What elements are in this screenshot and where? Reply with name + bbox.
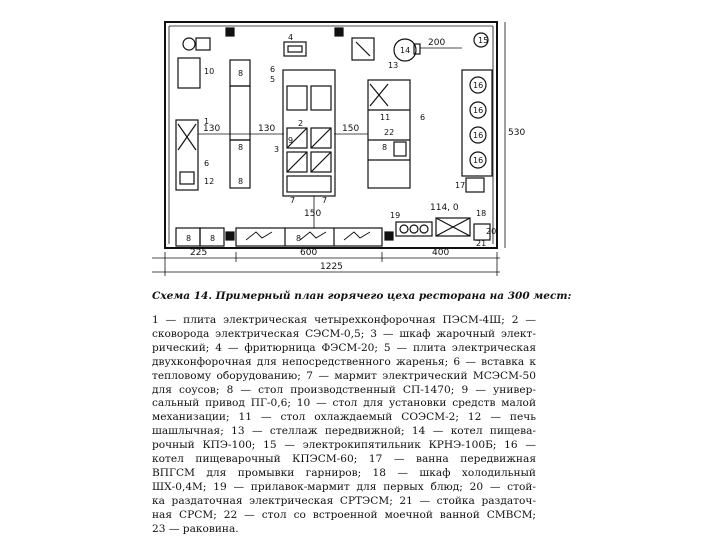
label-9: 9 — [288, 136, 294, 145]
marmite-19 — [396, 222, 432, 236]
label-8-e: 8 — [186, 234, 192, 243]
legend-line: для соусов; 8 — стол производственный СП-1470; 9 — универ- — [152, 383, 536, 396]
legend-line: двухконфорочная для непосредственного жаренья; 6 — вставка к — [152, 355, 536, 368]
label-6-b: 6 — [420, 113, 426, 122]
label-16-a: 16 — [473, 81, 484, 90]
dim-1225: 1225 — [320, 262, 343, 272]
legend-line: ная СРСМ; 22 — стол со встроенной моечной ванной СМВСМ; — [152, 508, 536, 521]
label-2: 2 — [298, 119, 304, 128]
legend-line: рочный КПЭ-100; 15 — электрокипятильник КРНЭ-100Б; 16 — — [152, 439, 536, 452]
table-10 — [178, 58, 200, 88]
label-16-d: 16 — [473, 156, 484, 165]
hatch — [287, 152, 307, 172]
label-4: 4 — [288, 33, 294, 42]
plate-5-a — [287, 86, 307, 110]
plate-5-b — [311, 86, 331, 110]
marmite-7 — [287, 176, 331, 192]
legend-line: ка раздаточная электрическая СРТЭСМ; 21 — стойка раздаточ- — [152, 494, 536, 507]
label-14: 14 — [400, 46, 411, 55]
legend-line: механизации; 11 — стол охлаждаемый СОЭСМ-2; 12 — печь — [152, 411, 536, 424]
table-8-left-mid — [230, 86, 250, 140]
legend-line: котел пищеварочный КПЭСМ-60; 17 — ванна передвижная — [152, 453, 536, 466]
label-3: 3 — [274, 145, 280, 154]
label-12: 12 — [204, 177, 215, 186]
grill-12-box — [180, 172, 194, 184]
legend-line: рический; 4 — фритюрница ФЭСМ-20; 5 — плита электрическая — [152, 341, 536, 354]
label-8-b: 8 — [238, 143, 244, 152]
central-island — [283, 70, 335, 196]
label-8-f: 8 — [210, 234, 216, 243]
hatch — [311, 152, 331, 172]
counter-20-21 — [236, 228, 382, 246]
legend-line: 1 — плита электрическая четырехконфорочная ПЭСМ-4Ш; 2 — — [152, 314, 536, 326]
label-13: 13 — [388, 61, 399, 70]
marmite-19-pot — [410, 225, 418, 233]
fryer-4 — [284, 42, 306, 56]
counter-zigzag — [246, 232, 272, 240]
legend-line: ВПГСМ для промывки гарниров; 18 — шкаф холодильный — [152, 466, 536, 479]
dim-150-a: 150 — [342, 124, 360, 134]
dim-200: 200 — [428, 38, 446, 48]
column — [385, 232, 393, 240]
legend-text — [152, 314, 536, 537]
dim-150-b: 150 — [304, 209, 322, 219]
column — [335, 28, 343, 36]
counter-zigzag — [344, 232, 370, 240]
label-21: 21 — [476, 239, 487, 248]
label-16-c: 16 — [473, 131, 484, 140]
dim-400: 400 — [432, 248, 450, 258]
label-1: 1 — [204, 117, 210, 126]
label-18: 18 — [476, 209, 487, 218]
marmite-19-pot — [400, 225, 408, 233]
legend-line: сковорода электрическая СЭСМ-0,5; 3 — шкаф жарочный элект- — [152, 327, 536, 340]
counter-zigzag — [300, 232, 326, 240]
label-7-a: 7 — [290, 196, 296, 205]
label-8-g: 8 — [296, 234, 302, 243]
label-11: 11 — [380, 113, 391, 122]
label-8-c: 8 — [238, 177, 244, 186]
dim-530: 530 — [508, 128, 526, 138]
dim-225: 225 — [190, 248, 208, 258]
rack-13-diag — [356, 42, 370, 56]
grill-11-12 — [176, 120, 198, 190]
sink-round — [183, 38, 195, 50]
label-10: 10 — [204, 67, 215, 76]
legend-line: 23 — раковина. — [152, 522, 239, 535]
column — [226, 232, 234, 240]
sink-22 — [394, 142, 406, 156]
label-22: 22 — [384, 128, 395, 137]
dim-114: 114, 0 — [430, 203, 459, 213]
figure-caption: Схема 14. Примерный план горячего цеха ресторана на 300 мест: — [152, 290, 572, 302]
label-20: 20 — [486, 227, 497, 236]
dim-600: 600 — [300, 248, 318, 258]
legend-line: ШХ-0,4М; 19 — прилавок-мармит для первых блюд; 20 — стой- — [152, 480, 536, 493]
label-19: 19 — [390, 211, 401, 220]
label-15: 15 — [478, 36, 489, 45]
label-16-b: 16 — [473, 106, 484, 115]
dim-130-b: 130 — [258, 124, 276, 134]
legend-line: тепловому оборудованию; 7 — мармит электрический МСЭСМ-50 — [152, 369, 536, 382]
label-8-a: 8 — [238, 69, 244, 78]
label-7-b: 7 — [322, 196, 328, 205]
marmite-19-pot — [420, 225, 428, 233]
tub-17 — [466, 178, 484, 192]
label-6-a: 6 — [270, 65, 276, 74]
label-5: 5 — [270, 75, 276, 84]
hatch — [311, 128, 331, 148]
legend-line: сальный привод ПГ-0,6; 10 — стол для установки средств малой — [152, 397, 536, 410]
dim-130-a: 130 — [203, 124, 221, 134]
label-8-d: 8 — [382, 143, 388, 152]
sink-box — [196, 38, 210, 50]
fryer-4-inner — [288, 46, 302, 52]
label-6-c: 6 — [204, 159, 210, 168]
column — [226, 28, 234, 36]
legend-line: шашлычная; 13 — стеллаж передвижной; 14 — котел пищева- — [152, 425, 536, 438]
label-17: 17 — [455, 181, 466, 190]
